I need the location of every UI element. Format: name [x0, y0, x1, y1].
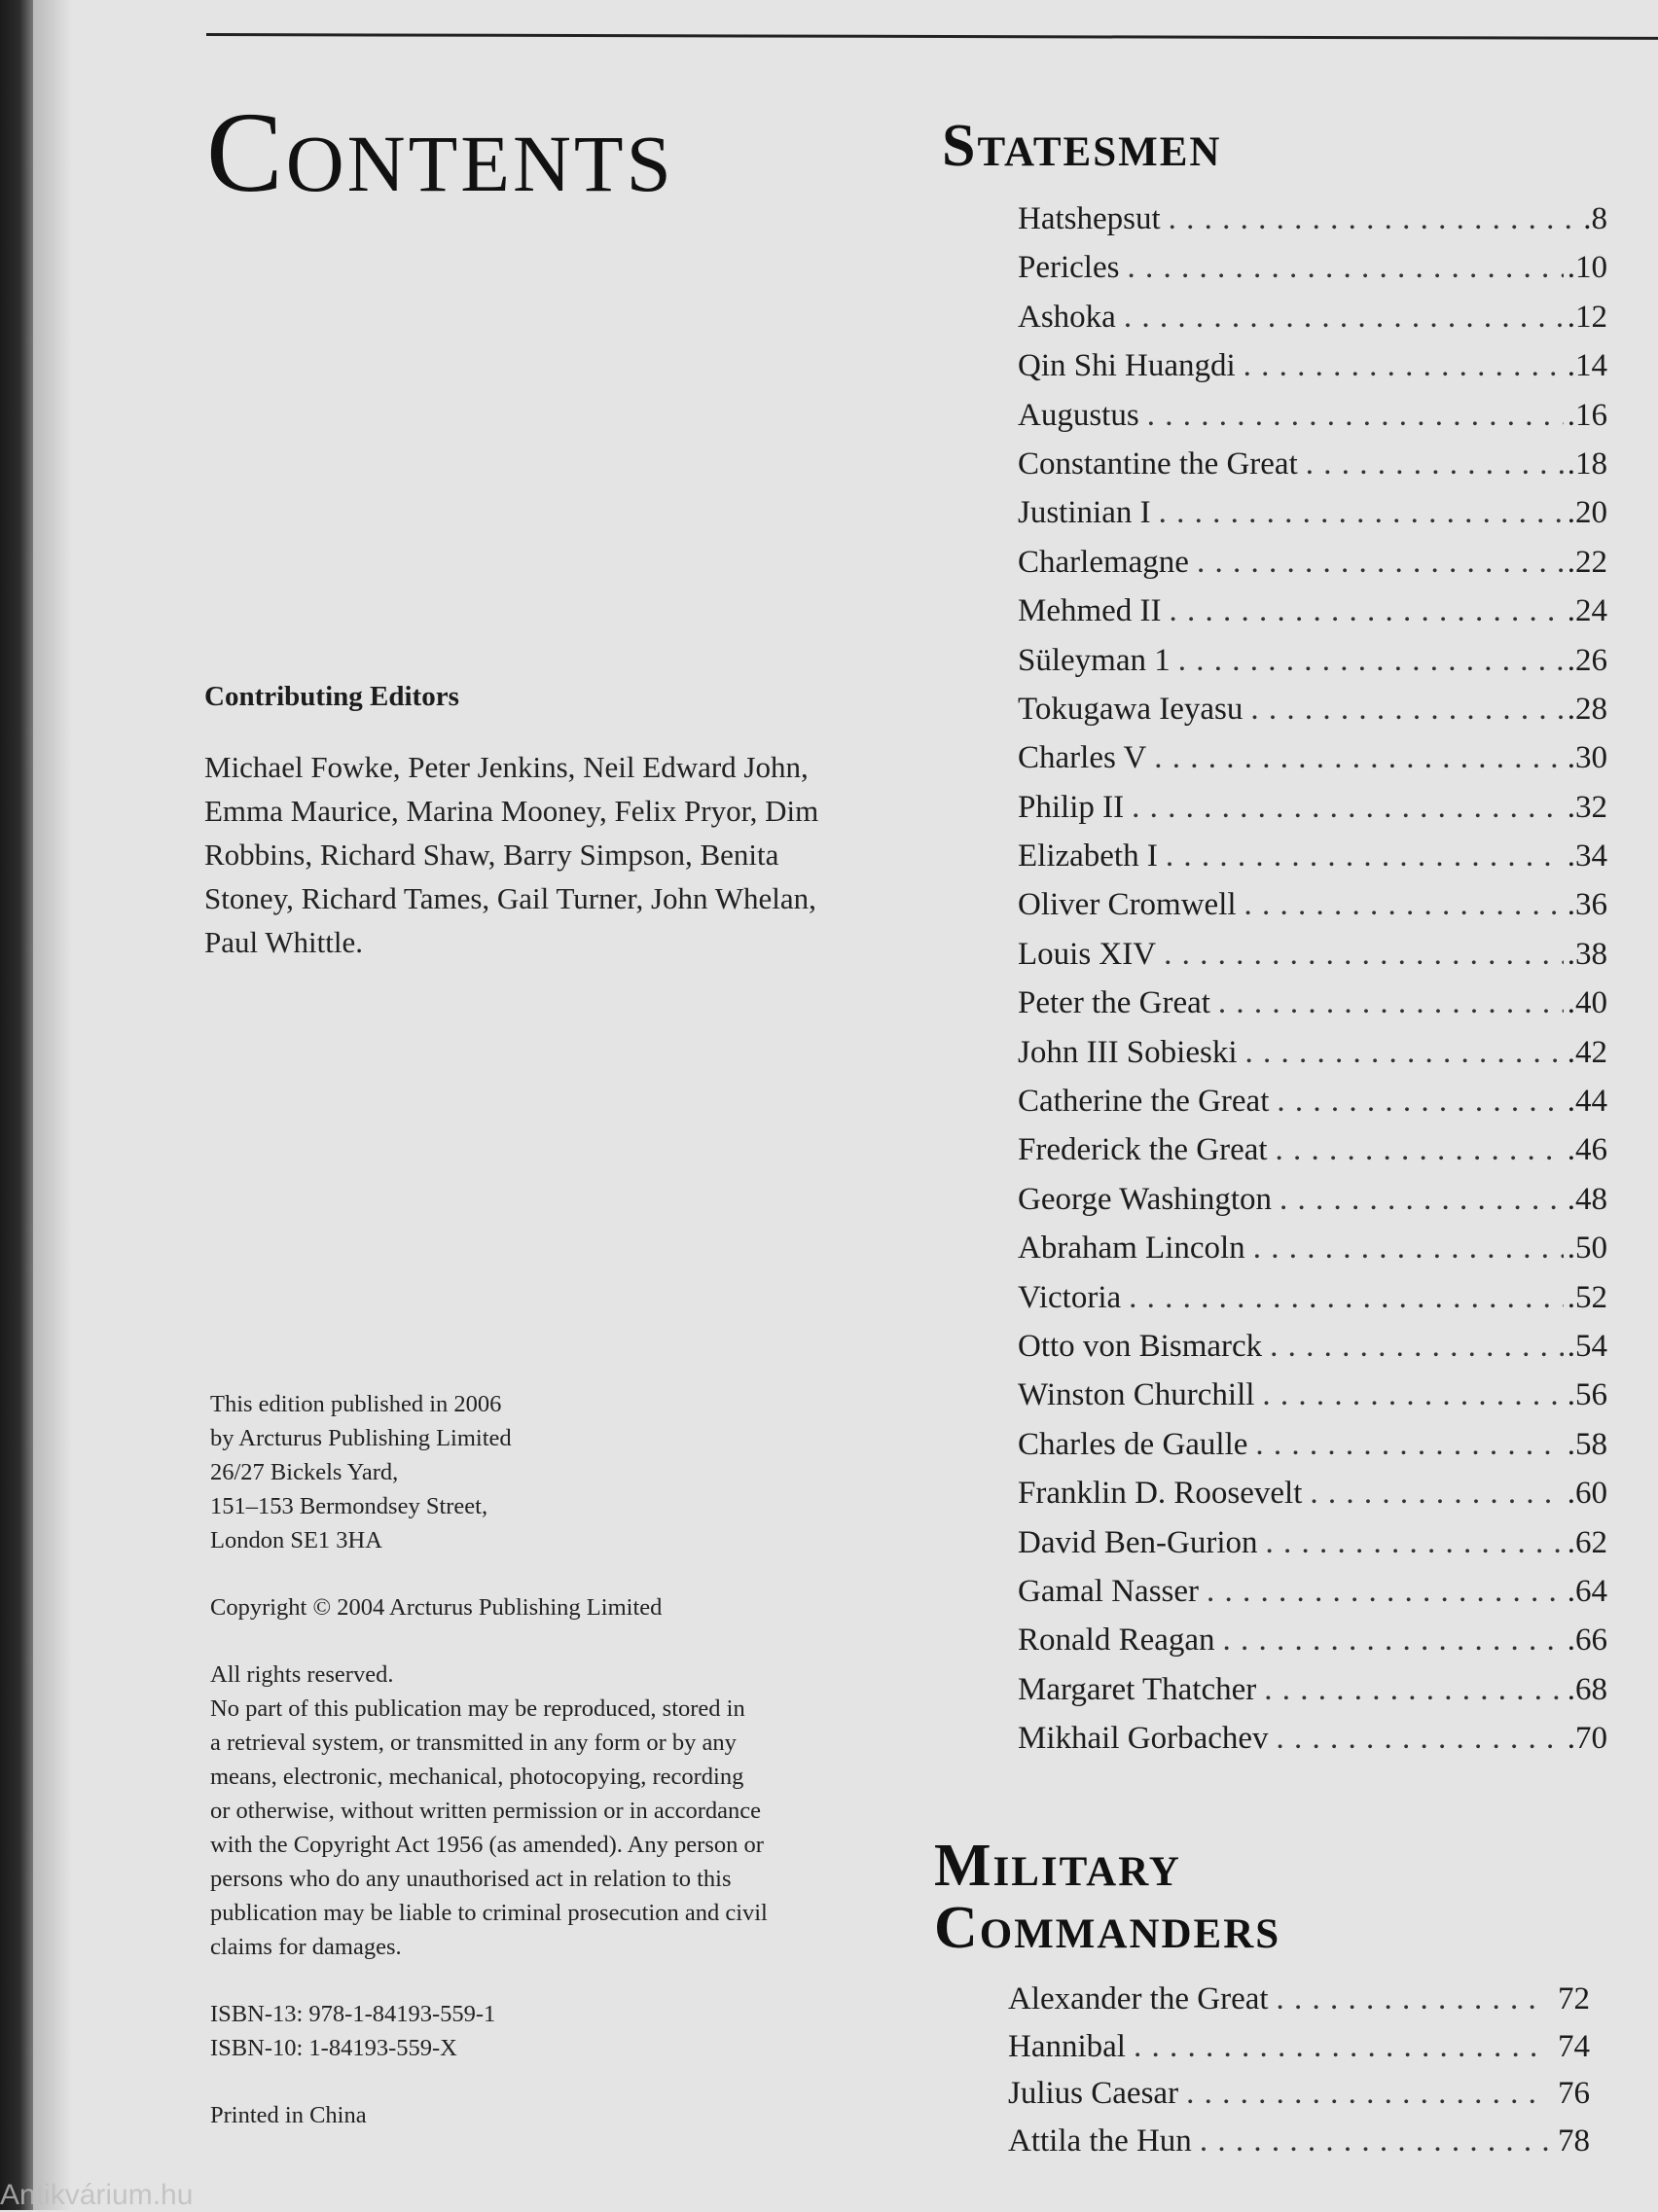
toc-entry-name: Catherine the Great: [1018, 1084, 1270, 1120]
edition-line: London SE1 3HA: [210, 1527, 382, 1553]
toc-entry-page: . 44: [1568, 1084, 1607, 1120]
toc-dot-leader: [1159, 495, 1564, 531]
toc-entry-name: Victoria: [1018, 1279, 1122, 1315]
toc-entry: [1018, 1721, 1607, 1769]
toc-entry-name: David Ben-Gurion: [1018, 1524, 1258, 1560]
toc-entry-page: . 50: [1568, 1231, 1607, 1267]
toc-entry: [1018, 1672, 1607, 1721]
edition-info: [210, 1387, 872, 1557]
toc-dot-leader: [1253, 1231, 1564, 1267]
toc-dot-leader: [1127, 250, 1563, 286]
isbn-13: ISBN-13: 978-1-84193-559-1: [210, 2001, 496, 2027]
military-heading-line: Commanders: [934, 1895, 1281, 1961]
toc-entry: [1018, 398, 1607, 446]
toc-entry: [1018, 1329, 1607, 1377]
toc-entry: [1018, 740, 1607, 789]
toc-entry-name: Margaret Thatcher: [1018, 1671, 1257, 1707]
toc-entry-name: Gamal Nasser: [1018, 1573, 1200, 1609]
toc-entry: [1018, 446, 1607, 495]
toc-entry-page: . 58: [1568, 1427, 1607, 1463]
toc-entry-page: . 54: [1568, 1329, 1607, 1365]
toc-dot-leader: [1147, 398, 1564, 434]
toc-entry-page: 76: [1558, 2076, 1590, 2111]
toc-entry-page: . 16: [1568, 398, 1607, 434]
printed-line: Printed in China: [210, 2102, 367, 2128]
toc-entry-page: . 8: [1583, 201, 1607, 237]
toc-dot-leader: [1178, 643, 1564, 679]
toc-entry: [1018, 495, 1607, 544]
toc-entry: [1018, 887, 1607, 936]
toc-entry-name: Pericles: [1018, 250, 1120, 286]
toc-entry-page: . 40: [1568, 985, 1607, 1021]
toc-entry-page: . 30: [1568, 740, 1607, 776]
toc-entry-name: Winston Churchill: [1018, 1377, 1255, 1413]
toc-entry-name: Oliver Cromwell: [1018, 887, 1237, 923]
toc-dot-leader: [1124, 300, 1564, 336]
watermark: Antikvárium.hu: [0, 2179, 194, 2211]
toc-entry-page: . 28: [1568, 692, 1607, 728]
toc-entry: [1018, 1035, 1607, 1084]
toc-dot-leader: [1244, 887, 1564, 923]
toc-entry-page: . 12: [1568, 300, 1607, 336]
toc-dot-leader: [1276, 1132, 1564, 1168]
toc-dot-leader: [1255, 1427, 1563, 1463]
toc-entry-page: . 34: [1568, 838, 1607, 874]
toc-dot-leader: [1245, 1035, 1564, 1071]
toc-entry-page: . 18: [1568, 446, 1607, 482]
toc-entry-name: Ronald Reagan: [1018, 1623, 1215, 1659]
toc-entry: [1018, 1427, 1607, 1476]
toc-entry-page: . 38: [1568, 937, 1607, 973]
toc-entry: [1018, 790, 1607, 838]
toc-entry-page: . 14: [1568, 348, 1607, 384]
toc-entry-page: . 26: [1568, 643, 1607, 679]
toc-entry-name: Charlemagne: [1018, 544, 1189, 580]
edition-line: This edition published in 2006: [210, 1391, 502, 1417]
toc-entry-page: . 32: [1568, 790, 1607, 826]
rights-line: claims for damages.: [210, 1934, 402, 1960]
toc-entry-page: 78: [1558, 2123, 1590, 2158]
toc-entry-name: Tokugawa Ieyasu: [1018, 691, 1244, 727]
rights-line: a retrieval system, or transmitted in any form or by any: [210, 1730, 737, 1756]
toc-entry-page: . 24: [1568, 593, 1607, 629]
toc-entry-page: . 36: [1568, 887, 1607, 923]
toc-entry-page: . 64: [1568, 1574, 1607, 1610]
toc-entry-name: Frederick the Great: [1018, 1132, 1268, 1168]
toc-dot-leader: [1169, 201, 1580, 237]
toc-dot-leader: [1134, 2029, 1548, 2065]
toc-entry: [1018, 1280, 1607, 1329]
toc-dot-leader: [1277, 1084, 1563, 1120]
editors-heading: Contributing Editors: [204, 681, 459, 712]
rights-notice: [210, 1658, 872, 1964]
toc-entry: [1008, 2029, 1590, 2077]
toc-entry-page: . 66: [1568, 1623, 1607, 1659]
toc-entry: [1018, 985, 1607, 1034]
copyright-line: Copyright © 2004 Arcturus Publishing Limited: [210, 1594, 663, 1621]
toc-entry-name: Hatshepsut: [1018, 201, 1161, 236]
rights-line: with the Copyright Act 1956 (as amended). Any person or: [210, 1832, 764, 1858]
toc-dot-leader: [1270, 1329, 1564, 1365]
toc-entry-page: . 62: [1568, 1525, 1607, 1561]
toc-entry-page: 72: [1558, 1981, 1590, 2016]
toc-dot-leader: [1264, 1672, 1564, 1708]
toc-entry: [1018, 201, 1607, 250]
toc-entry-name: Abraham Lincoln: [1018, 1231, 1245, 1267]
imprint-block: [210, 1387, 872, 2132]
isbn-10: ISBN-10: 1-84193-559-X: [210, 2035, 457, 2061]
toc-entry-page: . 10: [1568, 250, 1607, 286]
edition-line: 26/27 Bickels Yard,: [210, 1459, 399, 1485]
rights-line: persons who do any unauthorised act in relation to this: [210, 1866, 732, 1892]
toc-entry-page: . 42: [1568, 1035, 1607, 1071]
toc-dot-leader: [1170, 593, 1564, 629]
toc-entry-name: Franklin D. Roosevelt: [1018, 1476, 1303, 1512]
toc-entry-name: John III Sobieski: [1018, 1034, 1238, 1070]
toc-entry: [1018, 1231, 1607, 1279]
rights-line: All rights reserved.: [210, 1661, 394, 1688]
toc-dot-leader: [1164, 937, 1564, 973]
military-commanders-heading: [934, 1835, 1280, 1959]
toc-dot-leader: [1277, 1721, 1564, 1757]
toc-entry-name: Mehmed II: [1018, 593, 1162, 629]
toc-dot-leader: [1306, 446, 1564, 482]
toc-dot-leader: [1207, 1574, 1564, 1610]
toc-dot-leader: [1218, 985, 1564, 1021]
toc-entry: [1018, 692, 1607, 740]
toc-dot-leader: [1129, 1280, 1564, 1316]
toc-entry-page: 74: [1558, 2028, 1590, 2064]
rights-line: No part of this publication may be reproduced, stored in: [210, 1695, 745, 1722]
toc-dot-leader: [1132, 790, 1564, 826]
isbn-block: [210, 1997, 872, 2065]
toc-entry-page: . 46: [1568, 1132, 1607, 1168]
toc-entry-name: Mikhail Gorbachev: [1018, 1721, 1269, 1757]
edition-line: by Arcturus Publishing Limited: [210, 1425, 512, 1451]
toc-dot-leader: [1244, 348, 1564, 384]
toc-entry: [1018, 1623, 1607, 1671]
toc-entry-name: Hannibal: [1008, 2028, 1126, 2064]
toc-dot-leader: [1250, 692, 1563, 728]
toc-entry-name: Louis XIV: [1018, 936, 1157, 972]
toc-entry-name: Justinian I: [1018, 495, 1151, 531]
toc-dot-leader: [1223, 1623, 1564, 1659]
toc-dot-leader: [1266, 1525, 1564, 1561]
toc-entry-name: Philip II: [1018, 789, 1125, 825]
toc-entry-name: Julius Caesar: [1008, 2076, 1179, 2111]
toc-dot-leader: [1154, 740, 1563, 776]
military-toc-list: [1008, 1981, 1590, 2170]
toc-entry-name: Ashoka: [1018, 299, 1116, 335]
toc-entry-page: . 48: [1568, 1182, 1607, 1218]
toc-entry-page: . 56: [1568, 1377, 1607, 1413]
toc-entry-page: . 20: [1568, 495, 1607, 531]
toc-entry: [1018, 1084, 1607, 1132]
toc-entry: [1018, 1476, 1607, 1524]
toc-dot-leader: [1200, 2123, 1548, 2159]
military-heading-line: Military: [934, 1833, 1181, 1899]
toc-entry: [1018, 1182, 1607, 1231]
toc-entry-name: Charles de Gaulle: [1018, 1426, 1248, 1462]
toc-entry: [1018, 1132, 1607, 1181]
toc-dot-leader: [1166, 838, 1564, 874]
toc-entry-name: Peter the Great: [1018, 985, 1210, 1021]
toc-entry: [1018, 838, 1607, 887]
toc-entry: [1018, 300, 1607, 348]
toc-entry-name: Alexander the Great: [1008, 1981, 1269, 2016]
toc-entry-page: . 60: [1568, 1476, 1607, 1512]
toc-entry-name: Charles V: [1018, 740, 1147, 776]
toc-entry: [1018, 937, 1607, 985]
edition-line: 151–153 Bermondsey Street,: [210, 1493, 488, 1519]
toc-entry: [1018, 250, 1607, 299]
toc-entry: [1018, 1377, 1607, 1426]
toc-dot-leader: [1262, 1377, 1563, 1413]
toc-entry: [1018, 593, 1607, 642]
editors-names: Michael Fowke, Peter Jenkins, Neil Edward John, Emma Maurice, Marina Mooney, Felix Pryor, Dim Robbins, Richard Shaw, Barry Simpson, Benita Stoney, Richard Tames, Gail Turner, John Whelan, Paul Whittle.: [204, 750, 819, 959]
statesmen-heading: Statesmen: [942, 113, 1222, 179]
toc-entry: [1018, 348, 1607, 397]
toc-dot-leader: [1280, 1182, 1564, 1218]
toc-entry: [1008, 1981, 1590, 2029]
toc-entry-page: . 52: [1568, 1280, 1607, 1316]
page-shadow: [33, 0, 72, 2210]
toc-dot-leader: [1197, 545, 1564, 581]
toc-entry-page: . 70: [1568, 1721, 1607, 1757]
toc-entry: [1008, 2076, 1590, 2123]
rights-line: means, electronic, mechanical, photocopying, recording: [210, 1764, 744, 1790]
toc-dot-leader: [1310, 1476, 1563, 1512]
book-spine-edge: [0, 0, 33, 2210]
toc-entry-page: . 68: [1568, 1672, 1607, 1708]
toc-dot-leader: [1186, 2076, 1548, 2112]
toc-entry: [1018, 545, 1607, 593]
rights-line: publication may be liable to criminal prosecution and civil: [210, 1900, 768, 1926]
toc-dot-leader: [1277, 1981, 1548, 2017]
toc-entry-name: Attila the Hun: [1008, 2123, 1192, 2158]
toc-entry-name: Augustus: [1018, 397, 1139, 433]
top-rule-divider: [206, 33, 1658, 40]
printed-in: [210, 2098, 872, 2132]
toc-entry: [1018, 643, 1607, 692]
toc-entry-page: . 22: [1568, 545, 1607, 581]
toc-entry-name: Elizabeth I: [1018, 838, 1158, 874]
toc-entry: [1018, 1525, 1607, 1574]
toc-entry-name: Otto von Bismarck: [1018, 1328, 1263, 1364]
statesmen-toc-list: [1018, 201, 1607, 1770]
toc-entry-name: George Washington: [1018, 1181, 1273, 1217]
toc-entry: [1018, 1574, 1607, 1623]
toc-entry-name: Qin Shi Huangdi: [1018, 348, 1236, 384]
page-title: Contents: [206, 89, 674, 216]
copyright-notice: [210, 1590, 872, 1624]
toc-entry: [1008, 2123, 1590, 2171]
toc-entry-name: Süleyman 1: [1018, 642, 1171, 678]
toc-entry-name: Constantine the Great: [1018, 446, 1298, 482]
rights-line: or otherwise, without written permission or in accordance: [210, 1798, 762, 1824]
